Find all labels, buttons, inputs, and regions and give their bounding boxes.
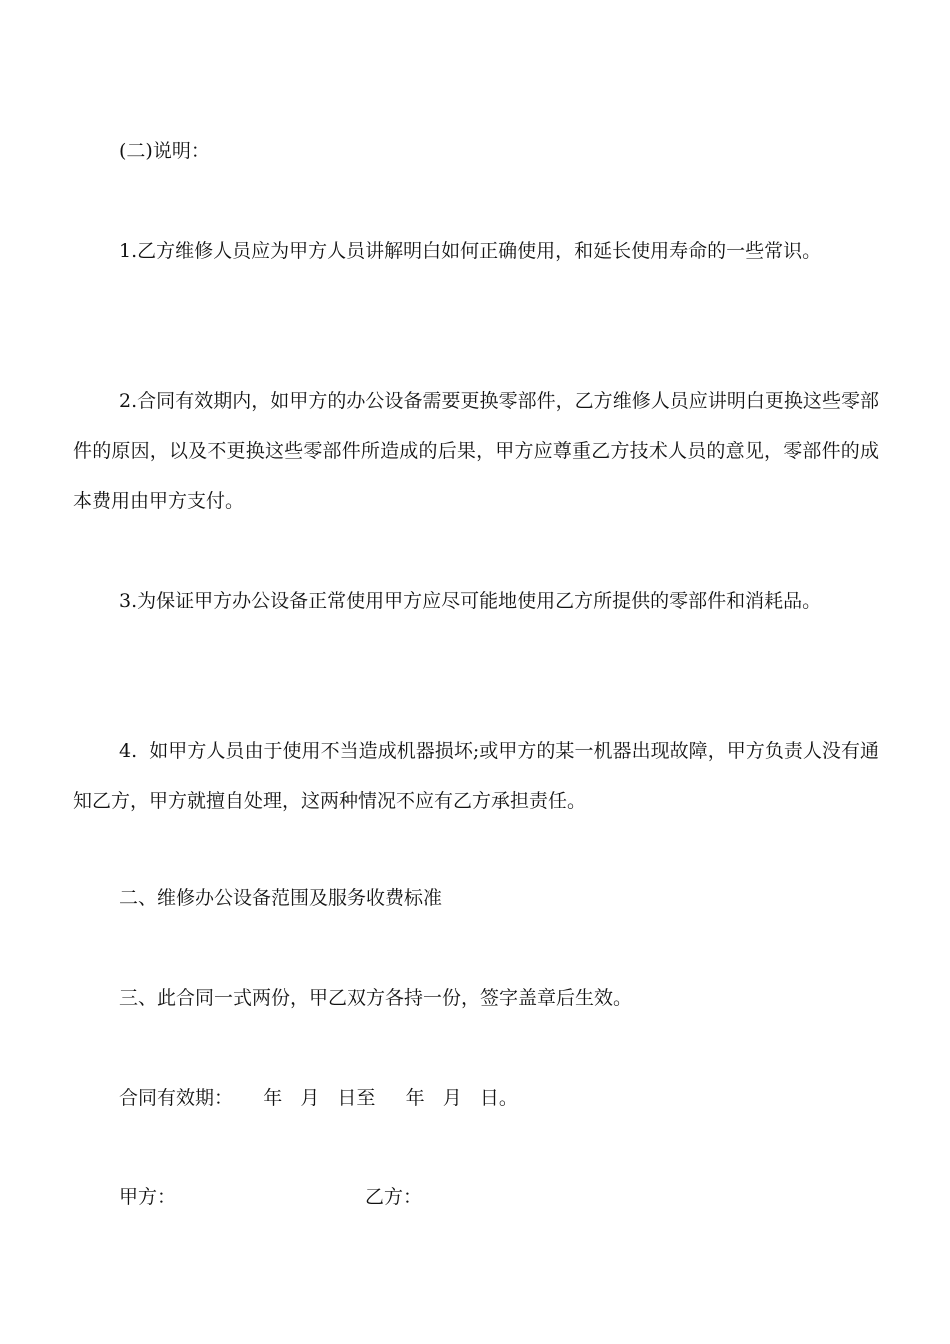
party-a-label: 甲方： bbox=[119, 1186, 177, 1208]
validity-period: 合同有效期： 年 月 日至 年 月 日。 bbox=[119, 1087, 518, 1109]
item-2: 2.合同有效期内，如甲方的办公设备需要更换零部件，乙方维修人员应讲明白更换这些零部件的原因，以及不更换这些零部件所造成的后果，甲方应尊重乙方技术人员的意见，零部件的成本费用由甲方支付。 bbox=[73, 390, 879, 512]
item-4: 4. 如甲方人员由于使用不当造成机器损坏;或甲方的某一机器出现故障，甲方负责人没有通知乙方，甲方就擅自处理，这两种情况不应有乙方承担责任。 bbox=[73, 740, 879, 812]
clause-two: 二、维修办公设备范围及服务收费标准 bbox=[119, 887, 443, 909]
item-1: 1.乙方维修人员应为甲方人员讲解明白如何正确使用，和延长使用寿命的一些常识。 bbox=[119, 240, 822, 262]
item-3: 3.为保证甲方办公设备正常使用甲方应尽可能地使用乙方所提供的零部件和消耗品。 bbox=[119, 590, 822, 612]
party-b-label: 乙方： bbox=[365, 1186, 423, 1208]
section-heading: (二)说明： bbox=[119, 140, 210, 162]
clause-three: 三、此合同一式两份，甲乙双方各持一份，签字盖章后生效。 bbox=[119, 987, 633, 1009]
